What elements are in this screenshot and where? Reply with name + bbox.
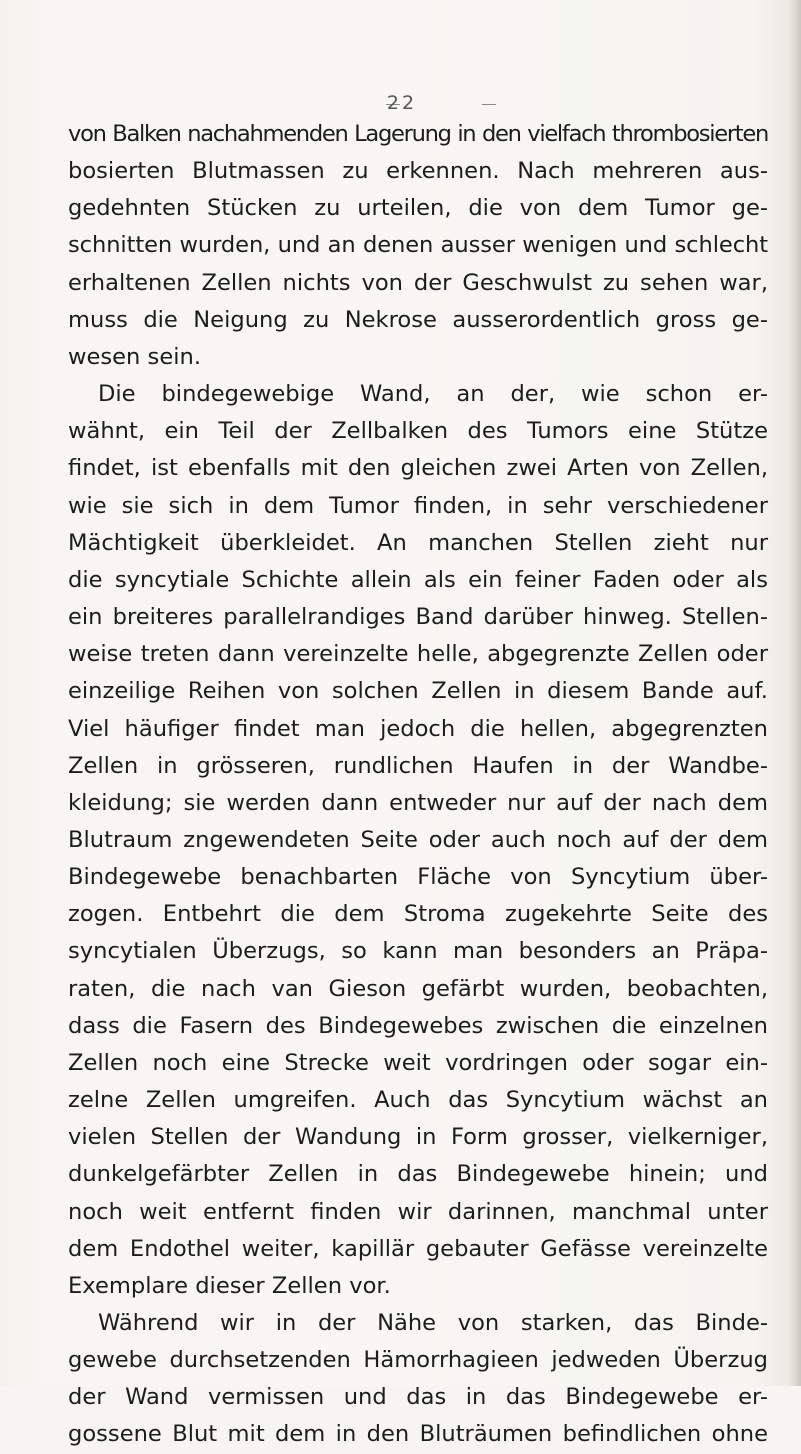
text-line: weise treten dann vereinzelte helle, abgegrenzte Zellen oder xyxy=(68,641,768,668)
page-number: 22 xyxy=(386,92,418,114)
text-line: der Wand vermissen und das in das Bindegewebe er- xyxy=(68,1384,768,1411)
header-ornament-right xyxy=(482,104,496,105)
text-line: erhaltenen Zellen nichts von der Geschwulst zu sehen war, xyxy=(68,269,768,296)
text-line: Zellen noch eine Strecke weit vordringen oder sogar ein- xyxy=(68,1049,768,1076)
text-line: wähnt, ein Teil der Zellbalken des Tumors eine Stütze xyxy=(68,418,768,445)
text-line: einzeilige Reihen von solchen Zellen in diesem Bande auf. xyxy=(68,678,768,705)
text-line: zogen. Entbehrt die dem Stroma zugekehrte Seite des xyxy=(68,901,768,928)
text-line: Mächtigkeit überkleidet. An manchen Stellen zieht nur xyxy=(68,529,768,556)
text-line: muss die Neigung zu Nekrose ausserordentlich gross ge- xyxy=(68,306,768,333)
text-line: noch weit entfernt finden wir darinnen, manchmal unter xyxy=(68,1198,768,1225)
text-line: gossene Blut mit dem in den Bluträumen befindlichen ohne xyxy=(68,1421,768,1448)
text-line: von Balken nachahmenden Lagerung in den vielfach thrombosierten xyxy=(68,121,768,147)
text-line: dem Endothel weiter, kapillär gebauter Gefässe vereinzelte xyxy=(68,1235,768,1262)
text-line: wie sie sich in dem Tumor finden, in sehr verschiedener xyxy=(68,492,768,519)
text-line: zelne Zellen umgreifen. Auch das Syncytium wächst an xyxy=(68,1087,768,1114)
body-text xyxy=(68,116,768,1454)
text-line: Viel häufiger findet man jedoch die hellen, abgegrenzten xyxy=(68,715,768,742)
text-line: wesen sein. xyxy=(68,343,202,370)
text-line: raten, die nach van Gieson gefärbt wurden, beobachten, xyxy=(68,975,768,1002)
text-line: Zellen in grösseren, rundlichen Haufen in der Wandbe- xyxy=(68,752,768,779)
text-line: Die bindegewebige Wand, an der, wie schon er- xyxy=(98,381,768,408)
page-edge-shadow xyxy=(787,0,801,1386)
text-line: die syncytiale Schichte allein als ein feiner Faden oder als xyxy=(68,566,768,593)
text-line: findet, ist ebenfalls mit den gleichen zwei Arten von Zellen, xyxy=(68,455,768,482)
text-line: vielen Stellen der Wandung in Form grosser, vielkerniger, xyxy=(68,1124,768,1151)
text-line: Während wir in der Nähe von starken, das Binde- xyxy=(98,1310,768,1336)
text-line: dass die Fasern des Bindegewebes zwischen die einzelnen xyxy=(68,1012,768,1039)
text-line: ein breiteres parallelrandiges Band darüber hinweg. Stellen- xyxy=(68,604,768,631)
text-line: Bindegewebe benachbarten Fläche von Syncytium über- xyxy=(68,864,768,891)
text-line: gedehnten Stücken zu urteilen, die von dem Tumor ge- xyxy=(68,195,768,222)
text-line: Blutraum zngewendeten Seite oder auch noch auf der dem xyxy=(68,826,768,853)
text-line: syncytialen Überzugs, so kann man besonders an Präpa- xyxy=(68,938,768,965)
text-line: schnitten wurden, und an denen ausser wenigen und schlecht xyxy=(68,232,768,259)
text-line: kleidung; sie werden dann entweder nur auf der nach dem xyxy=(68,789,768,816)
text-line: dunkelgefärbter Zellen in das Bindegewebe hinein; und xyxy=(68,1161,768,1188)
text-line: bosierten Blutmassen zu erkennen. Nach mehreren aus- xyxy=(68,158,768,185)
text-line: Exemplare dieser Zellen vor. xyxy=(68,1272,391,1299)
text-line: gewebe durchsetzenden Hämorrhagieen jedweden Überzug xyxy=(68,1347,768,1374)
